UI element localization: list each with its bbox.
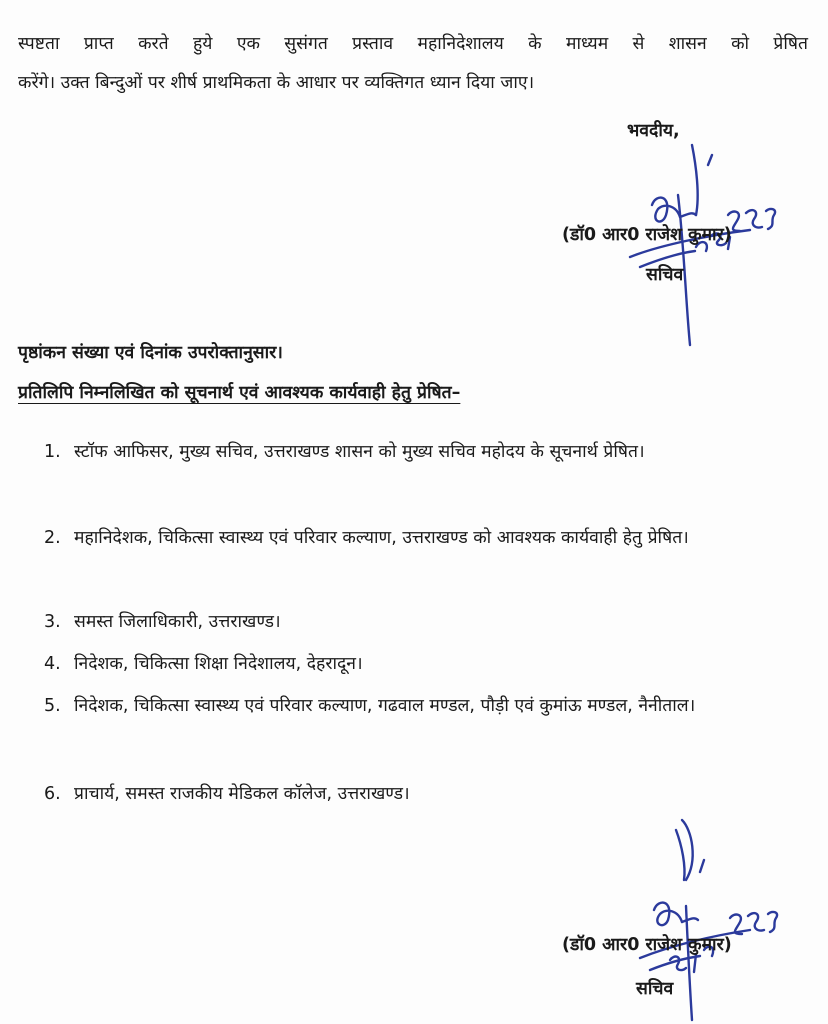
copy-to-heading: प्रतिलिपि निम्नलिखित को सूचनार्थ एवं आवश्यक कार्यवाही हेतु प्रेषित– [18, 383, 461, 403]
signature-1-title: सचिव [646, 265, 684, 285]
recipient-number: 4. [44, 654, 61, 674]
recipient-text: महानिदेशक, चिकित्सा स्वास्थ्य एवं परिवार कल्याण, उत्तराखण्ड को आवश्यक कार्यवाही हेतु प्रेषित। [74, 528, 689, 548]
endorsement-line: पृष्ठांकन संख्या एवं दिनांक उपरोक्तानुसार। [18, 343, 283, 363]
recipient-text: समस्त जिलाधिकारी, उत्तराखण्ड। [74, 612, 281, 632]
intro-paragraph-line-2: करेंगे। उक्त बिन्दुओं पर शीर्ष प्राथमिकता के आधार पर व्यक्तिगत ध्यान दिया जाए। [18, 73, 535, 93]
recipient-text: निदेशक, चिकित्सा स्वास्थ्य एवं परिवार कल्याण, गढवाल मण्डल, पौड़ी एवं कुमांऊ मण्डल, नैनीताल। [74, 696, 696, 716]
signature-2-name: (डॉ0 आर0 राजेश कुमार) [562, 935, 732, 955]
recipient-number: 1. [44, 442, 61, 462]
intro-paragraph-line-1: स्पष्टता प्राप्त करते हुये एक सुसंगत प्रस्ताव महानिदेशालय के माध्यम से शासन को प्रेषित [18, 34, 809, 54]
recipient-number: 6. [44, 784, 61, 804]
recipient-text: स्टॉफ आफिसर, मुख्य सचिव, उत्तराखण्ड शासन को मुख्य सचिव महोदय के सूचनार्थ प्रेषित। [74, 442, 645, 462]
recipient-number: 2. [44, 528, 61, 548]
signature-2-title: सचिव [636, 979, 674, 999]
recipient-number: 3. [44, 612, 61, 632]
signature-2-handwriting [600, 810, 800, 1024]
recipient-text: प्राचार्य, समस्त राजकीय मेडिकल कॉलेज, उत्तराखण्ड। [74, 784, 410, 804]
signature-1-name: (डॉ0 आर0 राजेश कुमार) [562, 225, 732, 245]
recipient-number: 5. [44, 696, 61, 716]
recipient-text: निदेशक, चिकित्सा शिक्षा निदेशालय, देहरादून। [74, 654, 363, 674]
closing-salutation: भवदीय, [627, 121, 680, 141]
